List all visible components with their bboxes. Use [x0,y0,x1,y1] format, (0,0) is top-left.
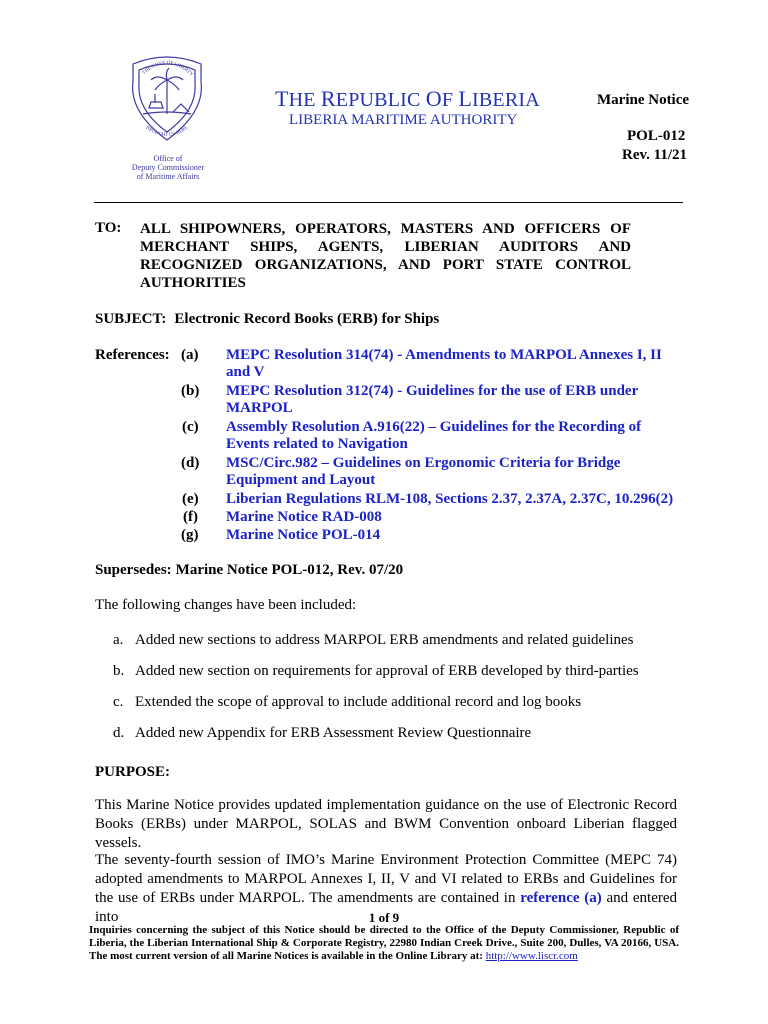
reference-link[interactable]: MEPC Resolution 312(74) - Guidelines for the use of ERB under MARPOL [226,383,638,416]
supersedes-label: Supersedes: [95,562,172,578]
header-divider [94,202,683,203]
to-line: RECOGNIZED ORGANIZATIONS, AND PORT STATE CONTROL [140,257,631,273]
reference-letter: (g) [181,527,199,543]
reference-link[interactable]: MEPC Resolution 314(74) - Amendments to MARPOL Annexes I, II and V [226,347,662,380]
purpose-paragraph-2: The seventy-fourth session of IMO’s Marine Environment Protection Committee (MEPC 74) adopted amendments to MARPOL Annexes I, II, V and VI related to ERBs and Guidelines for the use of ERBs under MARPOL. The amendments are contained in reference (a) and entered into [95,852,678,925]
authority-subtitle: LIBERIA MARITIME AUTHORITY [289,112,518,128]
subject-line [95,311,439,328]
reference-link[interactable]: Liberian Regulations RLM-108, Sections 2.37, 2.37A, 2.37C, 10.296(2) [226,491,674,507]
seal-bottom-text: BROUGHT US HERE [144,125,190,139]
supersedes-line [95,562,403,579]
footer-inquiries: Inquiries concerning the subject of this Notice should be directed to the Office of the Deputy Commissioner, Republic of Liberia, the Liberian International Ship & Corporate Registry, 22980 Indian Creek Drive., Suite 200, Dulles, VA 20166, USA. The most current version of all Marine Notices is available in the Online Library at: http://www.liscr.com [89,924,679,962]
reference-letter: (a) [181,347,199,363]
notice-revision: Rev. 11/21 [622,147,688,163]
reference-letter: (b) [181,383,200,399]
page-number: 1 of 9 [368,910,400,925]
reference-letter: (d) [181,455,200,471]
reference-letter: (c) [182,419,199,435]
to-recipients [140,220,631,292]
notice-type: Marine Notice [597,92,690,108]
changes-intro: The following changes have been included: [95,597,357,613]
liberia-seal-logo [125,52,209,144]
reference-link[interactable]: MSC/Circ.982 – Guidelines on Ergonomic Criteria for Bridge Equipment and Layout [226,455,621,488]
office-caption: Office of Deputy Commissioner of Maritime Affairs [131,154,205,181]
to-line: AUTHORITIES [140,275,246,291]
reference-link[interactable]: Marine Notice POL-014 [226,527,381,543]
reference-link[interactable]: Marine Notice RAD-008 [226,509,382,525]
purpose-paragraph: This Marine Notice provides updated implementation guidance on the use of Electronic Record Books (ERBs) under MARPOL, SOLAS and BWM Convention onboard Liberian flagged vessels. [95,797,677,851]
subject-value: Electronic Record Books (ERB) for Ships [174,311,440,327]
to-line: MERCHANT SHIPS, AGENTS, LIBERIAN AUDITORS AND [140,239,631,255]
to-label: TO: [95,220,122,236]
liscr-website-link[interactable]: http://www.liscr.com [485,950,578,962]
to-line: ALL SHIPOWNERS, OPERATORS, MASTERS AND OFFICERS OF [140,221,631,237]
reference-a-link[interactable]: reference (a) [520,890,602,906]
subject-label: SUBJECT: [95,311,167,327]
reference-link[interactable]: Assembly Resolution A.916(22) – Guidelines for the Recording of Events related to Navigation [226,419,642,452]
notice-id: POL-012 [627,128,686,144]
seal-top-text: THE LOVE OF LIBERTY [141,60,194,78]
supersedes-value: Marine Notice POL-012, Rev. 07/20 [175,562,404,578]
reference-letter: (f) [183,509,198,525]
republic-title: THE REPUBLIC OF LIBERIA [275,86,540,111]
reference-letter: (e) [182,491,199,507]
purpose-heading: PURPOSE: [95,764,170,780]
references-label: References: [95,347,170,363]
